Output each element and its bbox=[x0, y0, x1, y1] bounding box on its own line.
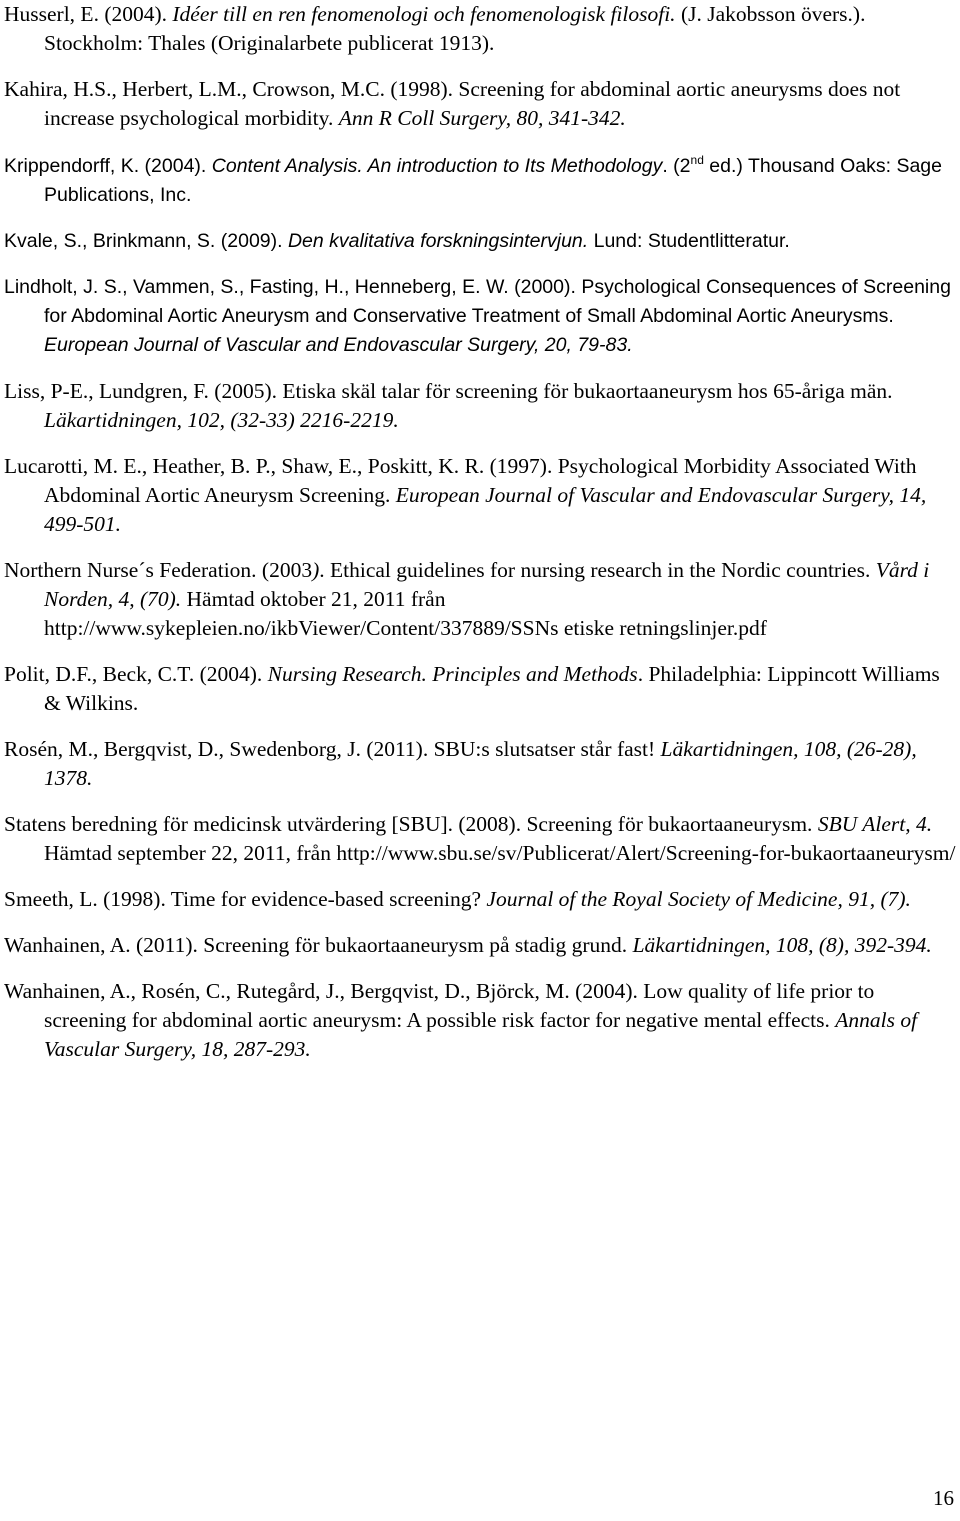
reference-source: Läkartidningen, 108, (8), 392-394. bbox=[632, 933, 932, 957]
reference-item bbox=[4, 556, 956, 643]
reference-text: Kvale, S., Brinkmann, S. (2009). bbox=[4, 230, 288, 252]
reference-source: Läkartidningen, 102, (32-33) 2216-2219. bbox=[44, 408, 399, 432]
reference-item bbox=[4, 273, 956, 360]
reference-source: European Journal of Vascular and Endovascular Surgery, 20, 79-83. bbox=[44, 334, 633, 356]
reference-item bbox=[4, 227, 956, 256]
reference-text: Kahira, H.S., Herbert, L.M., Crowson, M.C. (1998). Screening for abdominal aortic aneurysms does not increase psychological morbidity. bbox=[4, 77, 901, 130]
reference-text: Lund: Studentlitteratur. bbox=[588, 230, 790, 252]
reference-text: Northern Nurse´s Federation. (2003 bbox=[4, 558, 313, 582]
reference-text: Smeeth, L. (1998). Time for evidence-based screening? bbox=[4, 887, 487, 911]
reference-source: Journal of the Royal Society of Medicine, 91, (7). bbox=[486, 887, 911, 911]
reference-title: Den kvalitativa forskningsintervjun. bbox=[287, 230, 589, 252]
reference-text: Rosén, M., Bergqvist, D., Swedenborg, J. (2011). SBU:s slutsatser står fast! bbox=[4, 737, 661, 761]
reference-text: Lindholt, J. S., Vammen, S., Fasting, H., Henneberg, E. W. (2000). Psychological Consequences of Screening for Abdominal Aortic Aneurysm and Conservative Treatment of Small Abdominal Aortic Aneurysms. bbox=[4, 276, 951, 327]
reference-item bbox=[4, 931, 956, 960]
reference-source: Ann R Coll Surgery, 80, 341-342. bbox=[338, 106, 626, 130]
reference-text: Wanhainen, A., Rosén, C., Rutegård, J., Bergqvist, D., Björck, M. (2004). Low quality of life prior to screening for abdominal aortic aneurysm: A possible risk factor for negative mental effects. bbox=[4, 979, 875, 1032]
reference-item bbox=[4, 885, 956, 914]
reference-item bbox=[4, 810, 956, 868]
reference-item bbox=[4, 452, 956, 539]
reference-text: Lucarotti, M. E., Heather, B. P., Shaw, E., Poskitt, K. R. (1997). Psychological Morbidity Associated With Abdominal Aortic Aneurysm Screening. bbox=[4, 454, 917, 507]
reference-item bbox=[4, 152, 956, 210]
reference-source: Vård i Norden, 4, (70). bbox=[44, 558, 930, 611]
reference-text: Wanhainen, A. (2011). Screening för bukaortaaneurysm på stadig grund. bbox=[4, 933, 633, 957]
page-number: 16 bbox=[933, 1486, 954, 1510]
reference-text: ed.) Thousand Oaks: Sage Publications, Inc. bbox=[44, 155, 942, 206]
reference-item bbox=[4, 977, 956, 1064]
reference-text: Polit, D.F., Beck, C.T. (2004). bbox=[4, 662, 268, 686]
reference-text: Hämtad oktober 21, 2011 från http://www.sykepleien.no/ikbViewer/Content/337889/SSNs etiske retningslinjer.pdf bbox=[44, 587, 767, 640]
reference-item bbox=[4, 735, 956, 793]
reference-source: SBU Alert, 4. bbox=[817, 812, 933, 836]
reference-item bbox=[4, 75, 956, 133]
reference-source: Läkartidningen, 108, (26-28), 1378. bbox=[44, 737, 917, 790]
reference-title: Content Analysis. An introduction to Its Methodology bbox=[211, 155, 663, 177]
reference-text: . Ethical guidelines for nursing research in the Nordic countries. bbox=[319, 558, 876, 582]
reference-item bbox=[4, 377, 956, 435]
reference-text: Krippendorff, K. (2004). bbox=[4, 155, 212, 177]
reference-text: Husserl, E. (2004). bbox=[4, 2, 173, 26]
reference-item bbox=[4, 0, 956, 58]
reference-text: Statens beredning för medicinsk utvärdering [SBU]. (2008). Screening för bukaortaaneurysm. bbox=[4, 812, 818, 836]
reference-title: Idéer till en ren fenomenologi och fenomenologisk filosofi. bbox=[172, 2, 676, 26]
reference-list bbox=[4, 0, 956, 1064]
superscript: nd bbox=[690, 153, 704, 167]
reference-text: ) bbox=[312, 558, 320, 582]
reference-text: (J. Jakobsson övers.). Stockholm: Thales (Originalarbete publicerat 1913). bbox=[44, 2, 866, 55]
reference-text: . Philadelphia: Lippincott Williams & Wilkins. bbox=[44, 662, 940, 715]
reference-source: Annals of Vascular Surgery, 18, 287-293. bbox=[44, 1008, 918, 1061]
reference-title: Nursing Research. Principles and Methods bbox=[267, 662, 638, 686]
reference-text: Hämtad september 22, 2011, från http://www.sbu.se/sv/Publicerat/Alert/Screening-for-bukaortaaneurysm/ bbox=[44, 841, 956, 865]
reference-source: European Journal of Vascular and Endovascular Surgery, 14, 499-501. bbox=[44, 483, 927, 536]
reference-text: . (2 bbox=[662, 155, 691, 177]
reference-text: Liss, P-E., Lundgren, F. (2005). Etiska skäl talar för screening för bukaortaaneurysm hos 65-åriga män. bbox=[4, 379, 893, 403]
reference-item bbox=[4, 660, 956, 718]
